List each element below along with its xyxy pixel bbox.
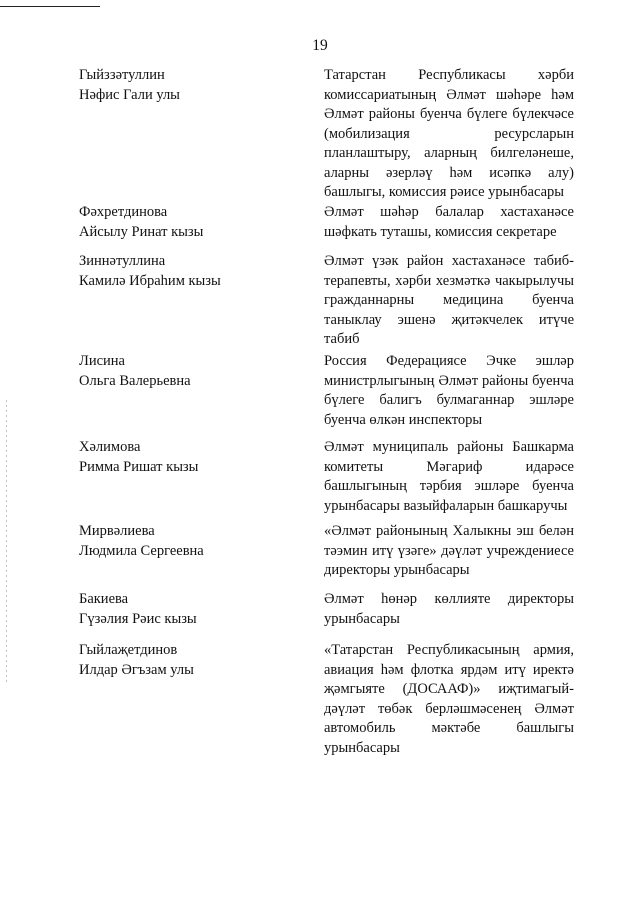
member-position: «Татарстан Республикасының армия, авиация һәм флотка ярдәм итү иректә җәмгыяте (ДОСААФ)» иҗтимагый-дәүләт төбәк берләшмәсенең Әлмәт автомобиль мәктәбе башлыгы урынбасары [324, 642, 574, 756]
member-surname: Мирвәлиева [79, 523, 155, 539]
member-position: Татарстан Республикасы хәрби комиссариатының Әлмәт шәһәре һәм Әлмәт районы буенча бүлеге бүлекчәсе (мобилизация ресурсларын планлаштыру, аларның билгеләнеше, аларны әзерләү һәм исәпкә алу) башлыгы, комиссия рәисе урынбасары [324, 67, 574, 200]
member-given-names: Нәфис Гали улы [79, 86, 180, 103]
member-position: Әлмәт үзәк район хастаханәсе табиб-терапевты, хәрби хезмәткә чакырылучы гражданнарны медицина буенча таныклау эшенә җитәкчелек итүче табиб [324, 253, 574, 347]
member-surname: Гыйззәтуллин [79, 67, 165, 83]
member-position: Әлмәт муниципаль районы Башкарма комитеты Мәгариф идарәсе башлыгының тәрбия эшләре буенча урынбасары вазыйфаларын башкаручы [324, 439, 574, 514]
member-given-names: Людмила Сергеевна [79, 542, 204, 559]
member-name [79, 352, 299, 391]
member-name [79, 203, 299, 242]
member-given-names: Илдар Әгъзам улы [79, 661, 194, 678]
member-surname: Хәлимова [79, 439, 141, 455]
member-surname: Зиннәтуллина [79, 253, 166, 269]
member-name [79, 438, 299, 477]
member-given-names: Гүзәлия Рәис кызы [79, 610, 197, 627]
member-given-names: Айсылу Ринат кызы [79, 223, 204, 240]
member-name [79, 66, 299, 105]
member-position: «Әлмәт районының Халыкны эш белән тәэмин итү үзәге» дәүләт учреждениесе директоры урынбасары [324, 523, 574, 578]
member-surname: Фәхретдинова [79, 204, 168, 220]
member-name [79, 641, 299, 680]
member-surname: Бакиева [79, 591, 129, 607]
member-name [79, 252, 299, 291]
member-given-names: Римма Ришат кызы [79, 458, 199, 475]
member-surname: Лисина [79, 353, 125, 369]
member-position: Әлмәт һөнәр көллияте директоры урынбасары [324, 591, 574, 627]
member-position: Әлмәт шәһәр балалар хастаханәсе шәфкать туташы, комиссия секретаре [324, 204, 574, 240]
top-rule [0, 6, 100, 7]
member-name [79, 522, 299, 561]
page-number: 19 [312, 37, 328, 54]
member-name [79, 590, 299, 629]
member-position: Россия Федерациясе Эчке эшләр министрлыгының Әлмәт районы буенча бүлеге балигъ булмаганнар эшләре буенча өлкән инспекторы [324, 353, 574, 428]
member-given-names: Камилә Ибраһим кызы [79, 272, 221, 289]
member-given-names: Ольга Валерьевна [79, 372, 191, 389]
scan-edge-mark [6, 400, 7, 685]
member-surname: Гыйлаҗетдинов [79, 642, 178, 658]
